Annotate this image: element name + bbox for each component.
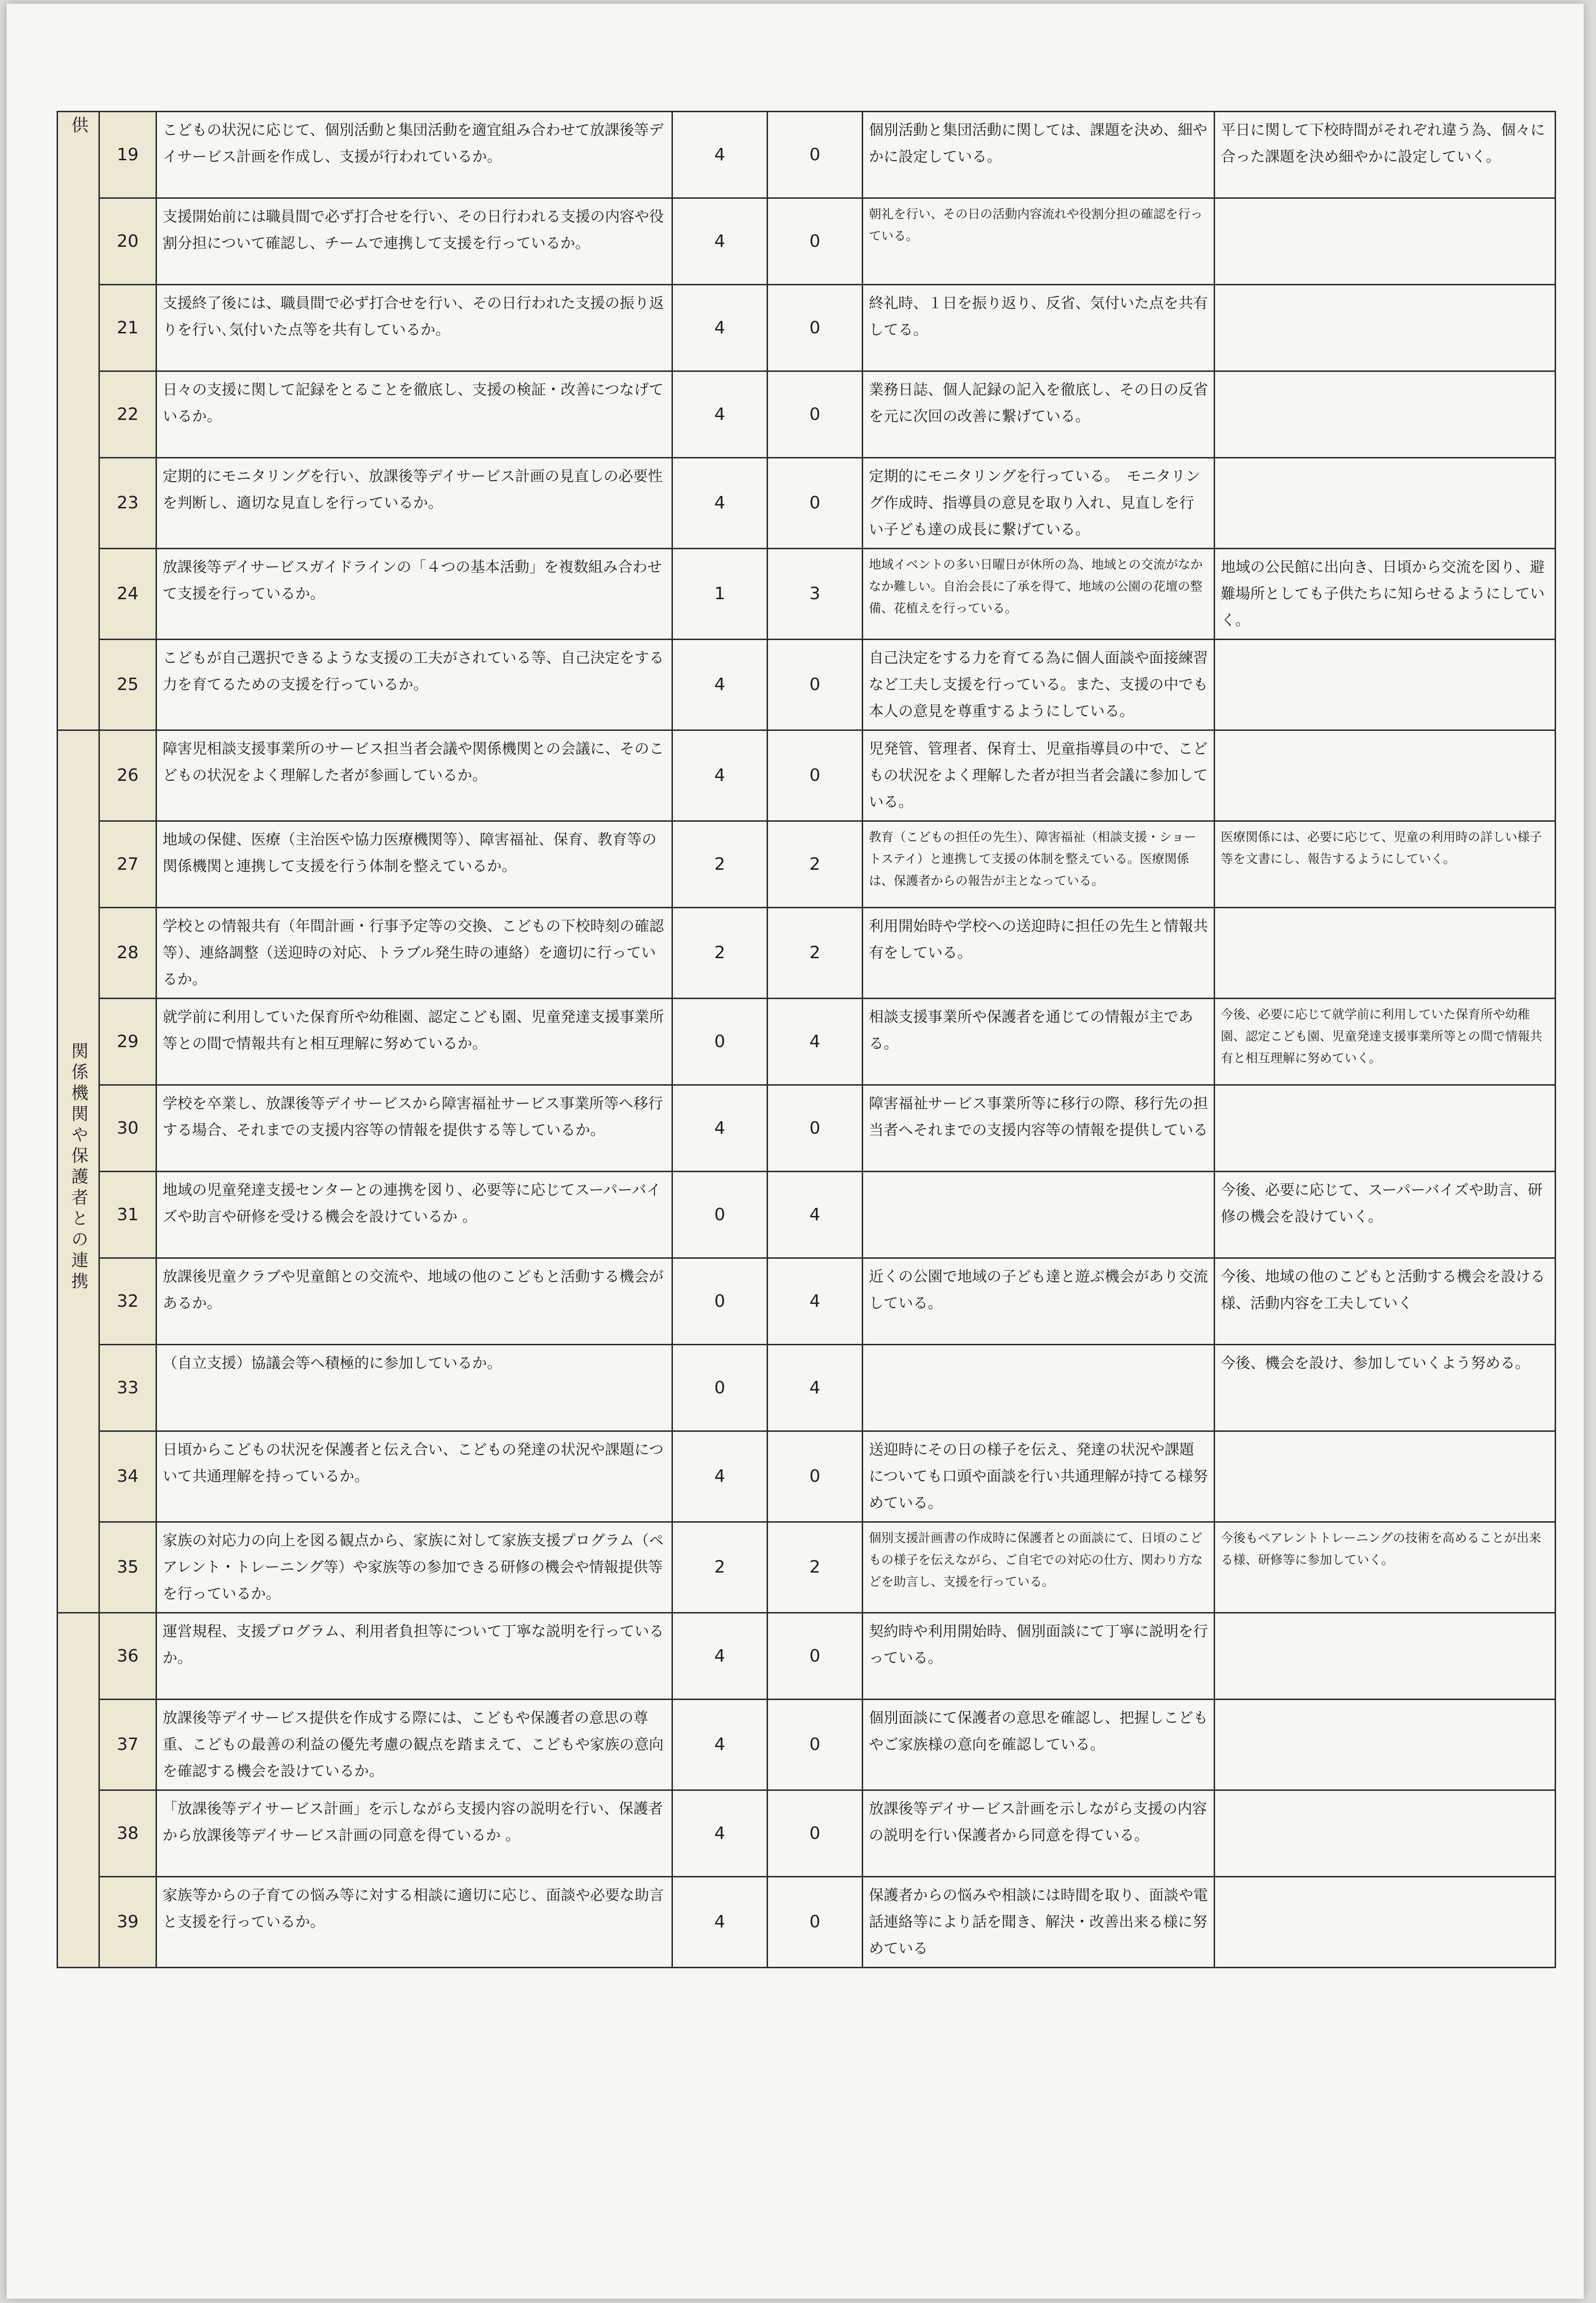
item-number: 39 bbox=[99, 1877, 156, 1968]
yes-count: 4 bbox=[672, 640, 768, 730]
current-status-comment: 業務日誌、個人記録の記入を徹底し、その日の反省を元に次回の改善に繋げている。 bbox=[863, 371, 1215, 458]
question-text: 日々の支援に関して記録をとることを徹底し、支援の検証・改善につなげているか。 bbox=[156, 371, 672, 458]
improvement-plan: 今後、必要に応じて就学前に利用していた保育所や幼稚園、認定こども園、児童発達支援事業所等との間で情報共有と相互理解に努めていく。 bbox=[1215, 999, 1556, 1085]
item-number: 28 bbox=[99, 908, 156, 999]
yes-count: 2 bbox=[672, 1522, 768, 1613]
yes-count: 4 bbox=[672, 1085, 768, 1172]
current-status-comment: 相談支援事業所や保護者を通じての情報が主である。 bbox=[863, 999, 1215, 1085]
question-text: 定期的にモニタリングを行い、放課後等デイサービス計画の見直しの必要性を判断し、適切な見直しを行っているか。 bbox=[156, 458, 672, 549]
table-row bbox=[58, 1085, 1556, 1172]
table-row bbox=[58, 112, 1556, 198]
yes-count: 1 bbox=[672, 549, 768, 640]
table-row bbox=[58, 1172, 1556, 1258]
item-number: 35 bbox=[99, 1522, 156, 1613]
item-number: 29 bbox=[99, 999, 156, 1085]
yes-count: 4 bbox=[672, 285, 768, 371]
current-status-comment: 個別支援計画書の作成時に保護者との面談にて、日頃のこどもの様子を伝えながら、ご自宅での対応の仕方、関わり方などを助言し、支援を行っている。 bbox=[863, 1522, 1215, 1613]
improvement-plan bbox=[1215, 458, 1556, 549]
table-row bbox=[58, 1345, 1556, 1431]
item-number: 32 bbox=[99, 1258, 156, 1345]
improvement-plan bbox=[1215, 730, 1556, 821]
no-count: 4 bbox=[768, 1172, 863, 1258]
question-text: 地域の保健、医療（主治医や協力医療機関等）、障害福祉、保育、教育等の関係機関と連携して支援を行う体制を整えているか。 bbox=[156, 821, 672, 908]
table-row bbox=[58, 908, 1556, 999]
improvement-plan bbox=[1215, 1790, 1556, 1877]
table-row bbox=[58, 1613, 1556, 1700]
no-count: 4 bbox=[768, 1258, 863, 1345]
category-support-provision bbox=[58, 112, 99, 730]
table-row bbox=[58, 640, 1556, 730]
current-status-comment: 利用開始時や学校への送迎時に担任の先生と情報共有をしている。 bbox=[863, 908, 1215, 999]
current-status-comment: 朝礼を行い、その日の活動内容流れや役割分担の確認を行っている。 bbox=[863, 198, 1215, 285]
yes-count: 4 bbox=[672, 1431, 768, 1522]
item-number: 26 bbox=[99, 730, 156, 821]
table-row bbox=[58, 821, 1556, 908]
improvement-plan: 地域の公民館に出向き、日頃から交流を図り、避難場所としても子供たちに知らせるようにしていく。 bbox=[1215, 549, 1556, 640]
current-status-comment bbox=[863, 1345, 1215, 1431]
current-status-comment: 児発管、管理者、保育士、児童指導員の中で、こどもの状況をよく理解した者が担当者会議に参加している。 bbox=[863, 730, 1215, 821]
yes-count: 4 bbox=[672, 730, 768, 821]
question-text: 放課後等デイサービス提供を作成する際には、こどもや保護者の意思の尊重、こどもの最善の利益の優先考慮の観点を踏まえて、こどもや家族の意向を確認する機会を設けているか。 bbox=[156, 1700, 672, 1790]
question-text: 家族の対応力の向上を図る観点から、家族に対して家族支援プログラム（ペアレント・トレーニング等）や家族等の参加できる研修の機会や情報提供等を行っているか。 bbox=[156, 1522, 672, 1613]
improvement-plan bbox=[1215, 1700, 1556, 1790]
improvement-plan bbox=[1215, 1431, 1556, 1522]
no-count: 0 bbox=[768, 112, 863, 198]
improvement-plan bbox=[1215, 198, 1556, 285]
question-text: 障害児相談支援事業所のサービス担当者会議や関係機関との会議に、そのこどもの状況をよく理解した者が参画しているか。 bbox=[156, 730, 672, 821]
current-status-comment: 契約時や利用開始時、個別面談にて丁寧に説明を行っている。 bbox=[863, 1613, 1215, 1700]
question-text: （自立支援）協議会等へ積極的に参加しているか。 bbox=[156, 1345, 672, 1431]
current-status-comment: 近くの公園で地域の子ども達と遊ぶ機会があり交流している。 bbox=[863, 1258, 1215, 1345]
category-collaboration bbox=[58, 730, 99, 1613]
table-row bbox=[58, 458, 1556, 549]
item-number: 31 bbox=[99, 1172, 156, 1258]
table-row bbox=[58, 999, 1556, 1085]
no-count: 0 bbox=[768, 730, 863, 821]
yes-count: 2 bbox=[672, 821, 768, 908]
item-number: 25 bbox=[99, 640, 156, 730]
question-text: 学校との情報共有（年間計画・行事予定等の交換、こどもの下校時刻の確認等）、連絡調整（送迎時の対応、トラブル発生時の連絡）を適切に行っているか。 bbox=[156, 908, 672, 999]
current-status-comment: 定期的にモニタリングを行っている。 モニタリング作成時、指導員の意見を取り入れ、見直しを行い子ども達の成長に繋げている。 bbox=[863, 458, 1215, 549]
no-count: 0 bbox=[768, 1790, 863, 1877]
improvement-plan bbox=[1215, 1877, 1556, 1968]
question-text: こどもが自己選択できるような支援の工夫がされている等、自己決定をする力を育てるための支援を行っているか。 bbox=[156, 640, 672, 730]
question-text: 日頃からこどもの状況を保護者と伝え合い、こどもの発達の状況や課題について共通理解を持っているか。 bbox=[156, 1431, 672, 1522]
no-count: 0 bbox=[768, 1431, 863, 1522]
question-text: 家族等からの子育ての悩み等に対する相談に適切に応じ、面談や必要な助言と支援を行っているか。 bbox=[156, 1877, 672, 1968]
yes-count: 0 bbox=[672, 999, 768, 1085]
table-row bbox=[58, 1431, 1556, 1522]
no-count: 0 bbox=[768, 371, 863, 458]
current-status-comment: 障害福祉サービス事業所等に移行の際、移行先の担当者へそれまでの支援内容等の情報を提供している bbox=[863, 1085, 1215, 1172]
category-label: 関係機関や保護者との連携 bbox=[68, 1041, 88, 1293]
question-text: 支援開始前には職員間で必ず打合せを行い、その日行われる支援の内容や役割分担について確認し、チームで連携して支援を行っているか。 bbox=[156, 198, 672, 285]
no-count: 2 bbox=[768, 821, 863, 908]
question-text: 運営規程、支援プログラム、利用者負担等について丁寧な説明を行っているか。 bbox=[156, 1613, 672, 1700]
yes-count: 4 bbox=[672, 198, 768, 285]
no-count: 0 bbox=[768, 1085, 863, 1172]
no-count: 4 bbox=[768, 999, 863, 1085]
no-count: 4 bbox=[768, 1345, 863, 1431]
table-row bbox=[58, 371, 1556, 458]
improvement-plan bbox=[1215, 908, 1556, 999]
item-number: 23 bbox=[99, 458, 156, 549]
current-status-comment bbox=[863, 1172, 1215, 1258]
question-text: 学校を卒業し、放課後等デイサービスから障害福祉サービス事業所等へ移行する場合、それまでの支援内容等の情報を提供する等しているか。 bbox=[156, 1085, 672, 1172]
yes-count: 4 bbox=[672, 1790, 768, 1877]
item-number: 38 bbox=[99, 1790, 156, 1877]
yes-count: 0 bbox=[672, 1172, 768, 1258]
question-text: 地域の児童発達支援センターとの連携を図り、必要等に応じてスーパーバイズや助言や研修を受ける機会を設けているか 。 bbox=[156, 1172, 672, 1258]
question-text: こどもの状況に応じて、個別活動と集団活動を適宜組み合わせて放課後等デイサービス計画を作成し、支援が行われているか。 bbox=[156, 112, 672, 198]
yes-count: 4 bbox=[672, 1877, 768, 1968]
yes-count: 4 bbox=[672, 371, 768, 458]
item-number: 33 bbox=[99, 1345, 156, 1431]
improvement-plan: 今後もペアレントトレーニングの技術を高めることが出来る様、研修等に参加していく。 bbox=[1215, 1522, 1556, 1613]
no-count: 0 bbox=[768, 1613, 863, 1700]
question-text: 放課後児童クラブや児童館との交流や、地域の他のこどもと活動する機会があるか。 bbox=[156, 1258, 672, 1345]
table-row bbox=[58, 1877, 1556, 1968]
current-status-comment: 個別活動と集団活動に関しては、課題を決め、細やかに設定している。 bbox=[863, 112, 1215, 198]
no-count: 0 bbox=[768, 1700, 863, 1790]
item-number: 30 bbox=[99, 1085, 156, 1172]
improvement-plan bbox=[1215, 285, 1556, 371]
item-number: 20 bbox=[99, 198, 156, 285]
item-number: 27 bbox=[99, 821, 156, 908]
yes-count: 4 bbox=[672, 1700, 768, 1790]
table-row bbox=[58, 1522, 1556, 1613]
improvement-plan bbox=[1215, 1613, 1556, 1700]
document-page bbox=[7, 4, 1584, 2299]
current-status-comment: 自己決定をする力を育てる為に個人面談や面接練習など工夫し支援を行っている。また、支援の中でも本人の意見を尊重するようにしている。 bbox=[863, 640, 1215, 730]
yes-count: 4 bbox=[672, 458, 768, 549]
yes-count: 0 bbox=[672, 1258, 768, 1345]
table-row bbox=[58, 1790, 1556, 1877]
improvement-plan bbox=[1215, 640, 1556, 730]
question-text: 放課後等デイサービスガイドラインの「４つの基本活動」を複数組み合わせて支援を行っているか。 bbox=[156, 549, 672, 640]
category-label: 供 bbox=[68, 116, 88, 137]
item-number: 34 bbox=[99, 1431, 156, 1522]
current-status-comment: 終礼時、１日を振り返り、反省、気付いた点を共有してる。 bbox=[863, 285, 1215, 371]
item-number: 24 bbox=[99, 549, 156, 640]
item-number: 21 bbox=[99, 285, 156, 371]
no-count: 3 bbox=[768, 549, 863, 640]
item-number: 19 bbox=[99, 112, 156, 198]
no-count: 2 bbox=[768, 908, 863, 999]
yes-count: 4 bbox=[672, 1613, 768, 1700]
current-status-comment: 教育（こどもの担任の先生）、障害福祉（相談支援・ショートステイ）と連携して支援の体制を整えている。医療関係は、保護者からの報告が主となっている。 bbox=[863, 821, 1215, 908]
question-text: 「放課後等デイサービス計画」を示しながら支援内容の説明を行い、保護者から放課後等デイサービス計画の同意を得ているか 。 bbox=[156, 1790, 672, 1877]
improvement-plan: 今後、機会を設け、参加していくよう努める。 bbox=[1215, 1345, 1556, 1431]
improvement-plan bbox=[1215, 1085, 1556, 1172]
current-status-comment: 放課後等デイサービス計画を示しながら支援の内容の説明を行い保護者から同意を得ている。 bbox=[863, 1790, 1215, 1877]
table-row bbox=[58, 285, 1556, 371]
question-text: 就学前に利用していた保育所や幼稚園、認定こども園、児童発達支援事業所等との間で情報共有と相互理解に努めているか。 bbox=[156, 999, 672, 1085]
current-status-comment: 個別面談にて保護者の意思を確認し、把握しこどもやご家族様の意向を確認している。 bbox=[863, 1700, 1215, 1790]
improvement-plan: 今後、地域の他のこどもと活動する機会を設ける様、活動内容を工夫していく bbox=[1215, 1258, 1556, 1345]
improvement-plan bbox=[1215, 371, 1556, 458]
table-row bbox=[58, 730, 1556, 821]
item-number: 36 bbox=[99, 1613, 156, 1700]
no-count: 0 bbox=[768, 458, 863, 549]
yes-count: 0 bbox=[672, 1345, 768, 1431]
question-text: 支援終了後には、職員間で必ず打合せを行い、その日行われた支援の振り返りを行い､気付いた点等を共有しているか。 bbox=[156, 285, 672, 371]
improvement-plan: 平日に関して下校時間がそれぞれ違う為、個々に合った課題を決め細やかに設定していく。 bbox=[1215, 112, 1556, 198]
no-count: 2 bbox=[768, 1522, 863, 1613]
improvement-plan: 今後、必要に応じて、スーパーバイズや助言、研修の機会を設けていく。 bbox=[1215, 1172, 1556, 1258]
self-evaluation-table bbox=[57, 111, 1556, 1968]
no-count: 0 bbox=[768, 640, 863, 730]
no-count: 0 bbox=[768, 285, 863, 371]
table-row bbox=[58, 1258, 1556, 1345]
current-status-comment: 地域イベントの多い日曜日が休所の為、地域との交流がなかなか難しい。自治会長に了承を得て、地域の公園の花壇の整備、花植えを行っている。 bbox=[863, 549, 1215, 640]
table-row bbox=[58, 1700, 1556, 1790]
category-explanation bbox=[58, 1613, 99, 1968]
current-status-comment: 送迎時にその日の様子を伝え、発達の状況や課題についても口頭や面談を行い共通理解が持てる様努めている。 bbox=[863, 1431, 1215, 1522]
table-row bbox=[58, 549, 1556, 640]
current-status-comment: 保護者からの悩みや相談には時間を取り、面談や電話連絡等により話を聞き、解決・改善出来る様に努めている bbox=[863, 1877, 1215, 1968]
yes-count: 2 bbox=[672, 908, 768, 999]
item-number: 37 bbox=[99, 1700, 156, 1790]
no-count: 0 bbox=[768, 198, 863, 285]
item-number: 22 bbox=[99, 371, 156, 458]
improvement-plan: 医療関係には、必要に応じて、児童の利用時の詳しい様子等を文書にし、報告するようにしていく。 bbox=[1215, 821, 1556, 908]
no-count: 0 bbox=[768, 1877, 863, 1968]
yes-count: 4 bbox=[672, 112, 768, 198]
table-row bbox=[58, 198, 1556, 285]
